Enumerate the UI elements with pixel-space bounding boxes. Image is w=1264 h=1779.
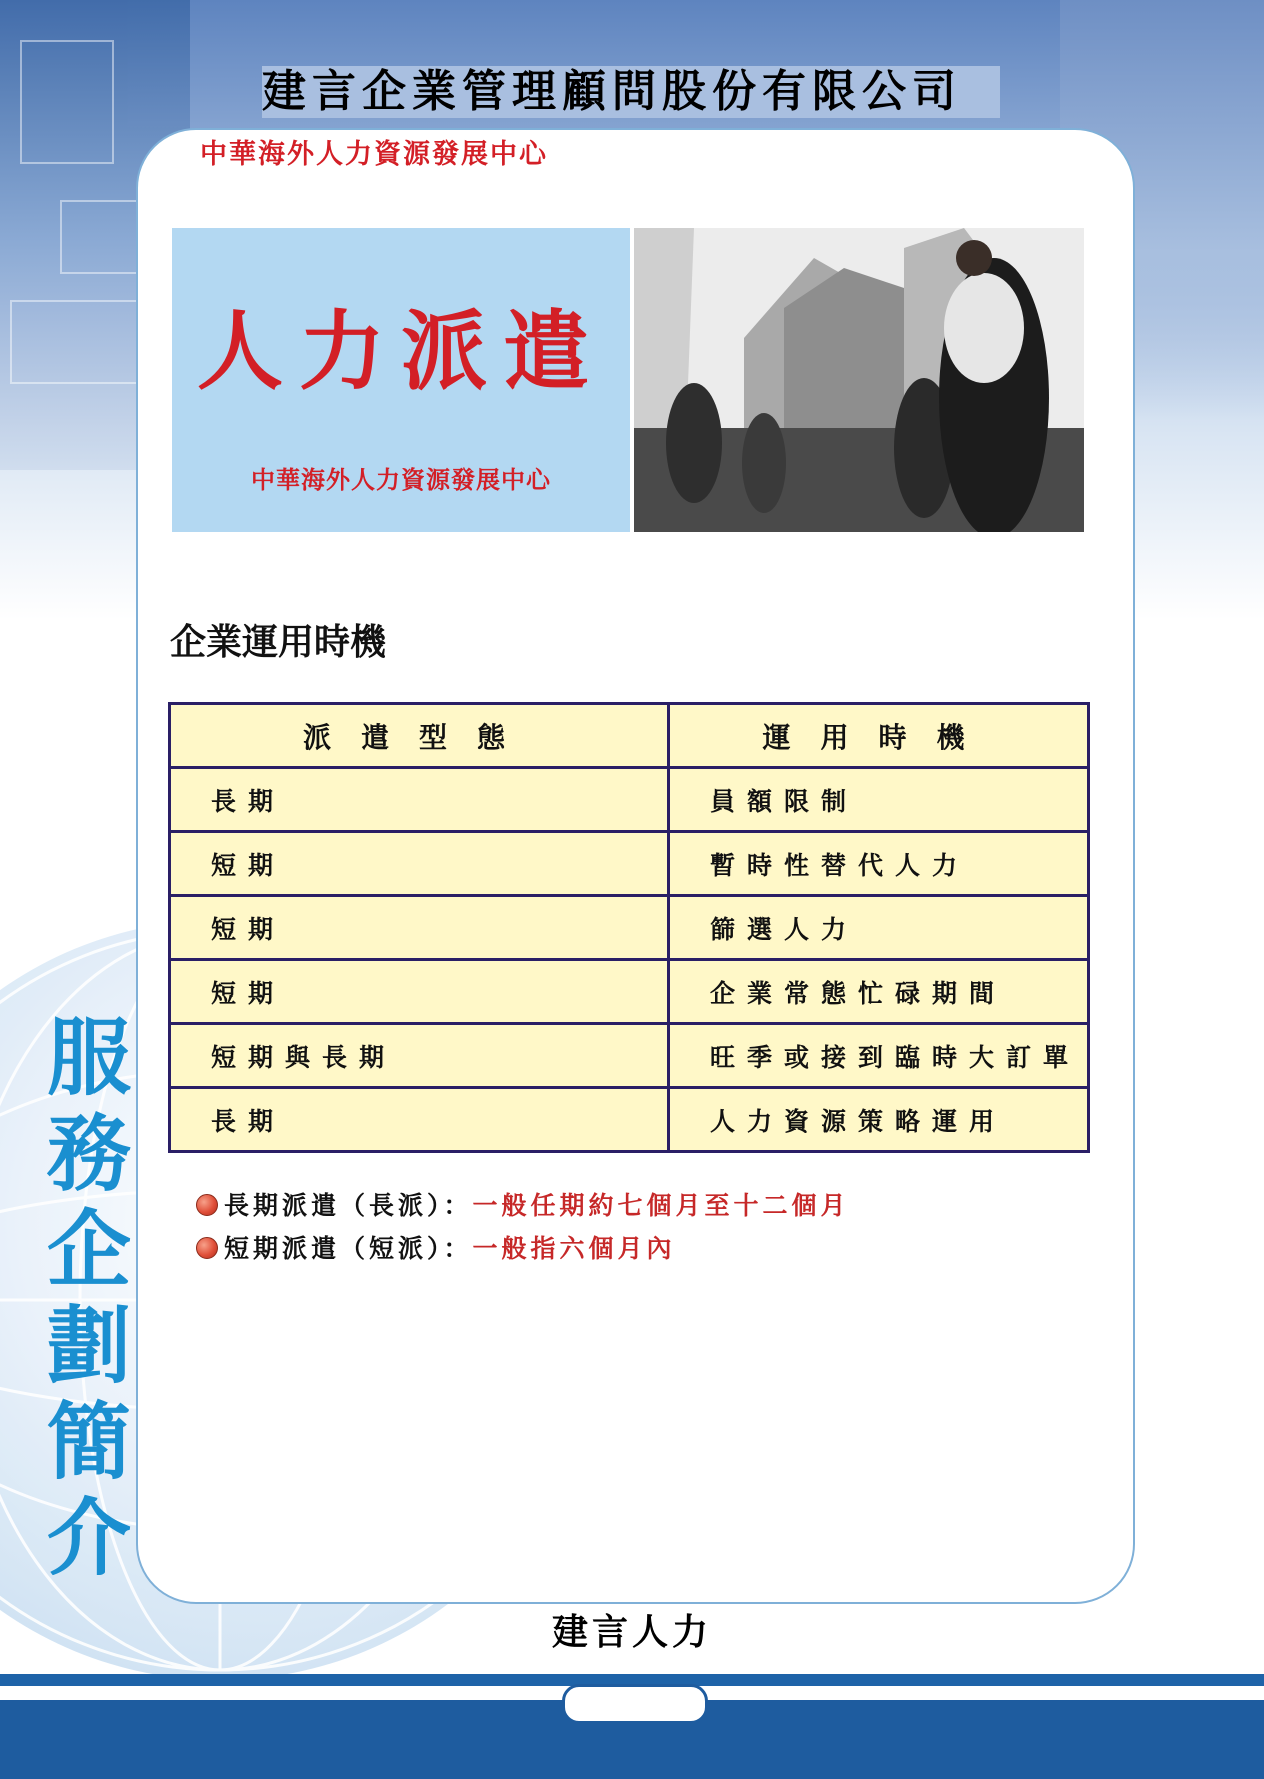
note-value: 一般指六個月內 (472, 1234, 676, 1263)
table-row (170, 1088, 1089, 1152)
dispatch-type-cell: 長期 (170, 768, 669, 832)
vertical-title-char: 務 (46, 1105, 131, 1203)
table-row (170, 960, 1089, 1024)
header-dispatch-type: 派遣型態 (170, 704, 669, 768)
company-name: 建言企業管理顧問股份有限公司 (262, 66, 962, 117)
note-long-term (196, 1186, 850, 1222)
footer-brand: 建言人力 (551, 1611, 712, 1653)
table-row (170, 832, 1089, 896)
usage-timing-cell: 員額限制 (669, 768, 1089, 832)
center-name: 中華海外人力資源發展中心 (200, 139, 548, 170)
footer-pill-ornament (562, 1684, 708, 1724)
dispatch-type-cell: 短期與長期 (170, 1024, 669, 1088)
dispatch-type-cell: 短期 (170, 960, 669, 1024)
header-usage-timing: 運用時機 (669, 704, 1089, 768)
usage-timing-cell: 旺季或接到臨時大訂單 (669, 1024, 1089, 1088)
usage-timing-cell: 篩選人力 (669, 896, 1089, 960)
note-value: 一般任期約七個月至十二個月 (472, 1191, 850, 1220)
hero-title: 人力派遣 (197, 302, 605, 402)
vertical-title-char: 服 (46, 1009, 131, 1107)
usage-table (168, 702, 1090, 1153)
usage-timing-cell: 暫時性替代人力 (669, 832, 1089, 896)
section-title: 企業運用時機 (170, 622, 387, 663)
table-row (170, 768, 1089, 832)
bullet-icon (196, 1194, 218, 1216)
table-row (170, 896, 1089, 960)
note-short-term (196, 1229, 676, 1265)
vertical-title-char: 簡 (46, 1393, 131, 1491)
vertical-title-char: 企 (46, 1201, 131, 1299)
dispatch-type-cell: 短期 (170, 896, 669, 960)
note-label: 長期派遣（長派）： (224, 1191, 473, 1220)
hero-subtitle: 中華海外人力資源發展中心 (251, 466, 551, 494)
usage-timing-cell: 企業常態忙碌期間 (669, 960, 1089, 1024)
note-label: 短期派遣（短派）： (224, 1234, 473, 1263)
vertical-title-char: 劃 (46, 1297, 131, 1395)
dispatch-type-cell: 長期 (170, 1088, 669, 1152)
dispatch-type-cell: 短期 (170, 832, 669, 896)
bullet-icon (196, 1237, 218, 1259)
table-row (170, 1024, 1089, 1088)
table-header-row (170, 704, 1089, 768)
vertical-section-title (44, 1010, 134, 1586)
vertical-title-char: 介 (46, 1489, 131, 1587)
city-crowd-photo (634, 228, 1084, 532)
usage-timing-cell: 人力資源策略運用 (669, 1088, 1089, 1152)
